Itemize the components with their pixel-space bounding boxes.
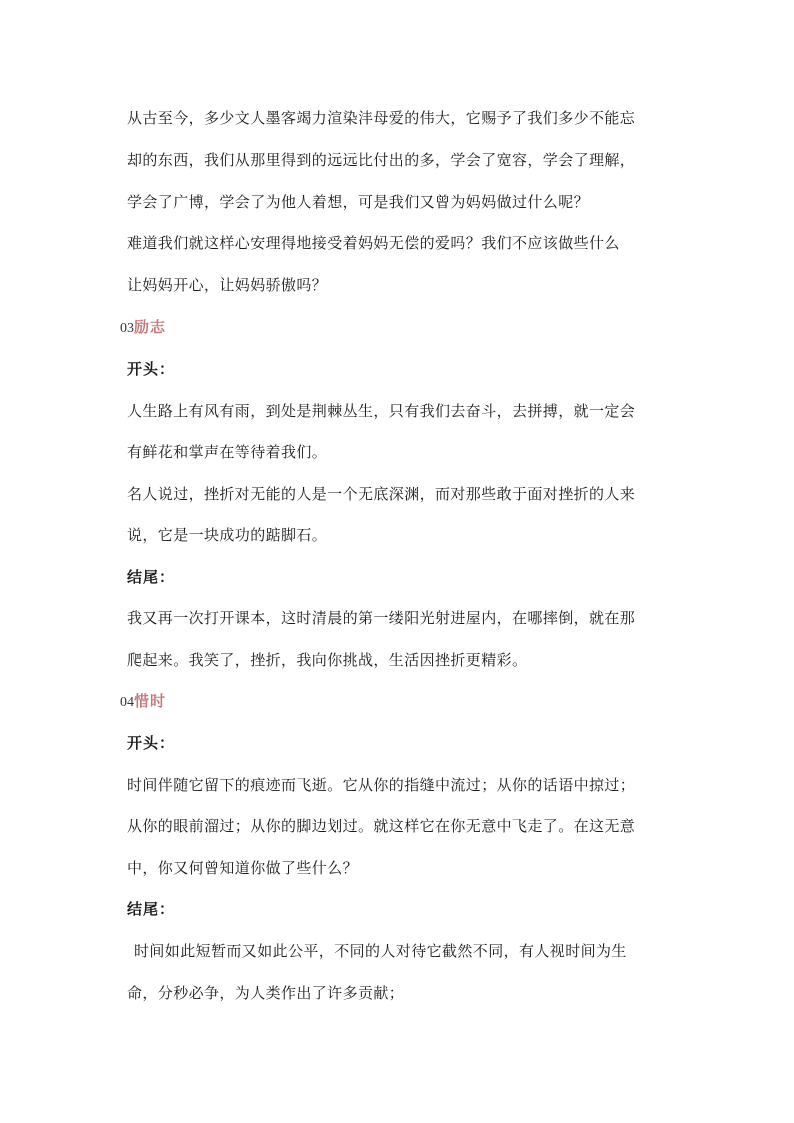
paragraph-line: 从你的眼前溜过；从你的脚边划过。就这样它在你无意中飞走了。在这无意 xyxy=(127,817,636,835)
paragraph-line: 从古至今，多少文人墨客竭力渲染沣母爱的伟大，它赐予了我们多少不能忘 xyxy=(127,109,636,127)
paragraph-line: 命，分秒必争，为人类作出了许多贡献； xyxy=(127,984,405,1002)
paragraph-line: 学会了广博，学会了为他人着想，可是我们又曾为妈妈做过什么呢？ xyxy=(127,193,590,211)
opening-label: 开头： xyxy=(127,734,176,752)
paragraph-line: 让妈妈开心，让妈妈骄傲吗？ xyxy=(127,276,328,294)
paragraph-line: 时间如此短暂而又如此公平，不同的人对待它截然不同，有人视时间为生 xyxy=(134,942,627,960)
section-heading-04 xyxy=(120,691,166,713)
paragraph-line: 却的东西，我们从那里得到的远远比付出的多，学会了宽容，学会了理解， xyxy=(127,151,636,169)
paragraph-line: 爬起来。我笑了，挫折，我向你挑战，生活因挫折更精彩。 xyxy=(127,651,528,669)
section-heading-03 xyxy=(120,317,166,339)
section-title: 励志 xyxy=(134,318,167,336)
paragraph-line: 有鲜花和掌声在等待着我们。 xyxy=(127,443,328,461)
opening-label: 开头： xyxy=(127,360,176,378)
paragraph-line: 中，你又何曾知道你做了些什么？ xyxy=(127,859,359,877)
paragraph-line: 说，它是一块成功的踮脚石。 xyxy=(127,526,328,544)
ending-label: 结尾： xyxy=(127,568,176,586)
section-number: 03 xyxy=(120,321,134,336)
paragraph-line: 难道我们就这样心安理得地接受着妈妈无偿的爱吗？我们不应该做些什么 xyxy=(127,234,620,252)
section-title: 惜时 xyxy=(134,692,167,710)
paragraph-line: 人生路上有风有雨，到处是荆棘丛生，只有我们去奋斗，去拼搏，就一定会 xyxy=(127,402,636,420)
ending-label: 结尾： xyxy=(127,900,176,918)
paragraph-line: 名人说过，挫折对无能的人是一个无底深渊，而对那些敢于面对挫折的人来 xyxy=(127,485,636,503)
paragraph-line: 我又再一次打开课本，这时清晨的第一缕阳光射进屋内，在哪摔倒，就在那 xyxy=(127,609,636,627)
paragraph-line: 时间伴随它留下的痕迹而飞逝。它从你的指缝中流过；从你的话语中掠过； xyxy=(127,776,636,794)
section-number: 04 xyxy=(120,695,134,710)
